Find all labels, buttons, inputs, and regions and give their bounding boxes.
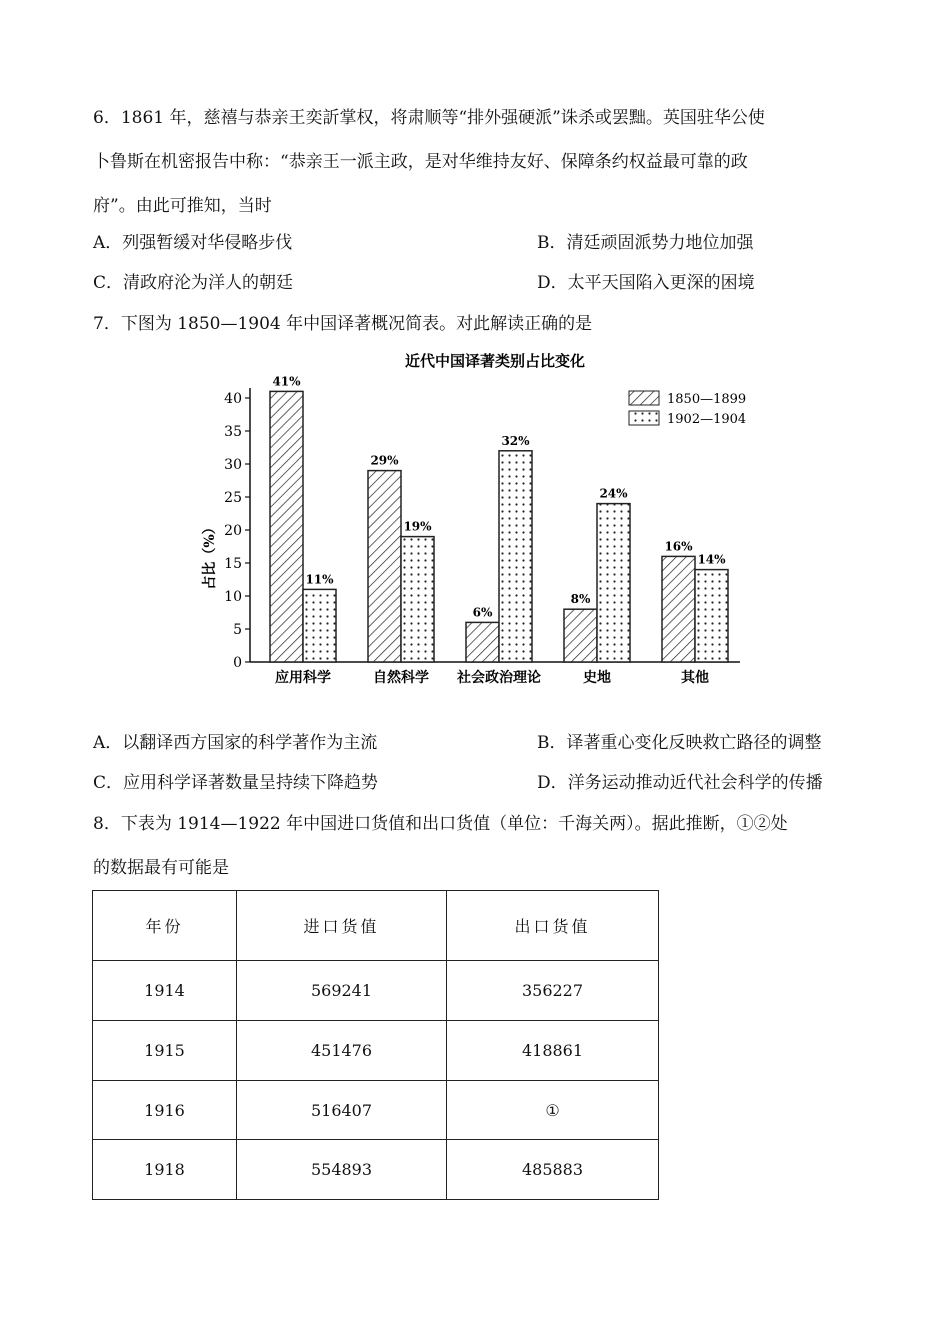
data-label: 41% bbox=[272, 374, 301, 389]
table-cell: 1918 bbox=[93, 1140, 237, 1200]
q6-stem-line-3: 府”。由此可推知，当时 bbox=[93, 196, 272, 216]
y-tick-label: 5 bbox=[233, 622, 242, 638]
data-label: 24% bbox=[599, 486, 628, 501]
table-cell: 451476 bbox=[237, 1021, 447, 1081]
legend-swatch-series-1 bbox=[629, 391, 659, 405]
bar-2-3 bbox=[499, 451, 532, 662]
y-tick-label: 10 bbox=[224, 589, 242, 605]
bar-2-1 bbox=[303, 589, 336, 662]
table-cell: 418861 bbox=[447, 1021, 659, 1081]
data-label: 16% bbox=[664, 539, 693, 554]
legend-swatch-series-2 bbox=[629, 411, 659, 425]
table-cell: 485883 bbox=[447, 1140, 659, 1200]
table-header-row bbox=[93, 891, 659, 961]
y-axis-label: 占比（%） bbox=[202, 520, 218, 590]
x-category-label: 自然科学 bbox=[373, 670, 429, 686]
q7-option-d: D．洋务运动推动近代社会科学的传播 bbox=[537, 773, 823, 793]
table-cell: ① bbox=[447, 1080, 659, 1140]
q8-stem-line-1: 8．下表为 1914—1922 年中国进口货值和出口货值（单位：千海关两）。据此推断，①②处 bbox=[93, 814, 788, 834]
data-label: 14% bbox=[697, 552, 726, 567]
y-tick-label: 35 bbox=[224, 424, 242, 440]
y-tick-label: 25 bbox=[224, 490, 242, 506]
y-tick-label: 40 bbox=[224, 391, 242, 407]
q8-stem-line-2: 的数据最有可能是 bbox=[93, 858, 229, 878]
table-header-import: 进口货值 bbox=[237, 891, 447, 961]
table-row bbox=[93, 961, 659, 1021]
data-label: 32% bbox=[501, 433, 530, 448]
bar-2-5 bbox=[695, 570, 728, 662]
x-category-label: 其他 bbox=[681, 670, 709, 686]
bar-1-2 bbox=[368, 471, 401, 662]
y-tick-label: 0 bbox=[233, 655, 242, 671]
data-label: 29% bbox=[370, 453, 399, 468]
bar-1-1 bbox=[270, 391, 303, 662]
x-category-label: 史地 bbox=[583, 670, 611, 686]
q7-option-c: C．应用科学译著数量呈持续下降趋势 bbox=[93, 773, 379, 793]
bar-2-2 bbox=[401, 537, 434, 662]
data-label: 11% bbox=[305, 572, 334, 587]
q6-option-d: D．太平天国陷入更深的困境 bbox=[537, 273, 755, 293]
bar-2-4 bbox=[597, 504, 630, 662]
q7-stem: 7．下图为 1850—1904 年中国译著概况简表。对此解读正确的是 bbox=[93, 314, 593, 334]
y-tick-label: 20 bbox=[224, 523, 242, 539]
q6-option-a: A．列强暂缓对华侵略步伐 bbox=[93, 233, 293, 253]
y-tick-label: 15 bbox=[224, 556, 242, 572]
table-cell: 554893 bbox=[237, 1140, 447, 1200]
table-row bbox=[93, 1140, 659, 1200]
chart-title: 近代中国译著类别占比变化 bbox=[404, 352, 586, 370]
x-category-label: 社会政治理论 bbox=[457, 670, 541, 686]
bar-1-4 bbox=[564, 609, 597, 662]
data-label: 19% bbox=[403, 519, 432, 534]
q7-option-b: B．译著重心变化反映救亡路径的调整 bbox=[537, 733, 822, 753]
q6-option-c: C．清政府沦为洋人的朝廷 bbox=[93, 273, 294, 293]
trade-value-table bbox=[92, 890, 659, 1200]
bar-1-3 bbox=[466, 622, 499, 662]
y-tick-label: 30 bbox=[224, 457, 242, 473]
legend-label-series-1: 1850—1899 bbox=[667, 392, 747, 407]
table-header-year: 年份 bbox=[93, 891, 237, 961]
data-label: 8% bbox=[570, 592, 591, 607]
bar-1-5 bbox=[662, 556, 695, 662]
table-header-export: 出口货值 bbox=[447, 891, 659, 961]
translation-category-chart bbox=[170, 340, 780, 700]
table-cell: 516407 bbox=[237, 1080, 447, 1140]
table-row bbox=[93, 1080, 659, 1140]
table-cell: 1914 bbox=[93, 961, 237, 1021]
q6-option-b: B．清廷顽固派势力地位加强 bbox=[537, 233, 754, 253]
table-cell: 1915 bbox=[93, 1021, 237, 1081]
table-cell: 569241 bbox=[237, 961, 447, 1021]
q7-option-a: A．以翻译西方国家的科学著作为主流 bbox=[93, 733, 378, 753]
chart-legend bbox=[629, 391, 746, 427]
table-row bbox=[93, 1021, 659, 1081]
data-label: 6% bbox=[472, 605, 493, 620]
table-cell: 356227 bbox=[447, 961, 659, 1021]
table-cell: 1916 bbox=[93, 1080, 237, 1140]
x-category-label: 应用科学 bbox=[275, 670, 331, 686]
legend-label-series-2: 1902—1904 bbox=[667, 412, 747, 427]
q6-stem-line-2: 卜鲁斯在机密报告中称：“恭亲王一派主政，是对华维持友好、保障条约权益最可靠的政 bbox=[93, 152, 748, 172]
q6-stem-line-1: 6．1861 年，慈禧与恭亲王奕訢掌权，将肃顺等“排外强硬派”诛杀或罢黜。英国驻华公使 bbox=[93, 108, 765, 128]
